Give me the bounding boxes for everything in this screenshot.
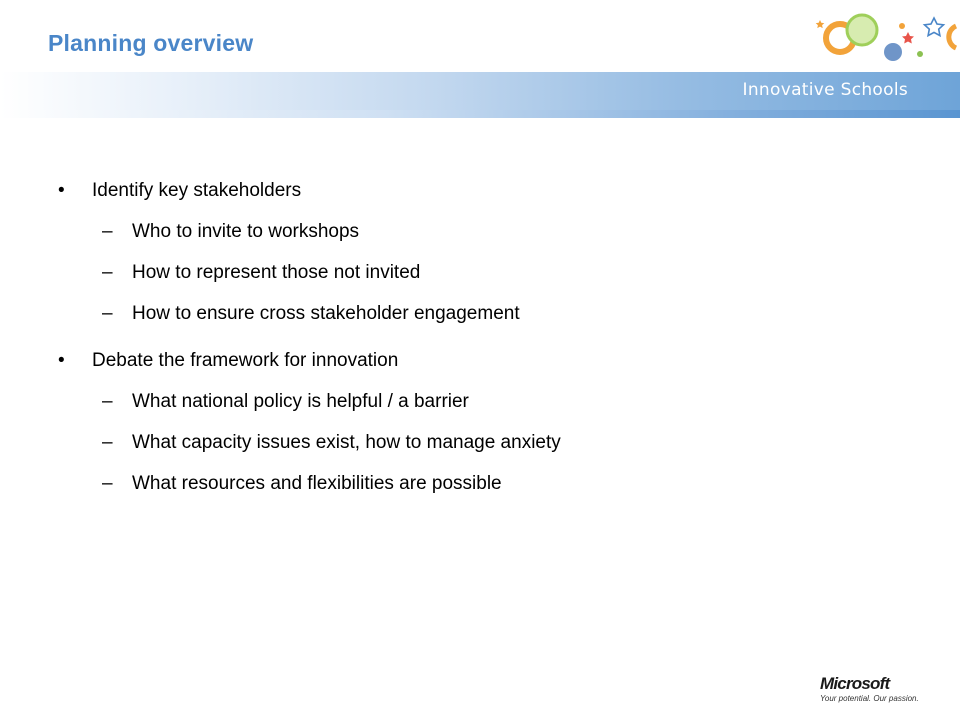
- header-banner-underline: [0, 110, 960, 118]
- sub-bullet-mark: –: [102, 262, 113, 283]
- green-circle: [847, 15, 877, 45]
- bullet-mark: •: [58, 350, 65, 371]
- bullet-item: [58, 348, 918, 373]
- bullet-content: [58, 178, 918, 518]
- slide-title: Planning overview: [48, 30, 254, 56]
- bullet-mark: •: [58, 180, 65, 201]
- bullet-item: [58, 178, 918, 203]
- star-icon: [902, 32, 914, 44]
- sub-bullet-mark: –: [102, 432, 113, 453]
- blue-ball: [884, 43, 902, 61]
- sub-bullet-text: What resources and flexibilities are possible: [132, 473, 502, 494]
- microsoft-logo: [820, 674, 920, 710]
- microsoft-slogan: Your potential. Our passion.: [820, 694, 919, 703]
- sub-bullet-mark: –: [102, 303, 113, 324]
- sub-bullet-text: What capacity issues exist, how to manage anxiety: [132, 432, 561, 453]
- small-star-icon: [816, 20, 825, 28]
- sub-bullet-item: [58, 471, 918, 496]
- sub-bullet-text: How to represent those not invited: [132, 262, 421, 283]
- sub-bullet-mark: –: [102, 473, 113, 494]
- bullet-text: Identify key stakeholders: [92, 180, 302, 201]
- small-orange-dot: [899, 23, 905, 29]
- microsoft-wordmark: Microsoft: [820, 674, 890, 693]
- sub-bullet-mark: –: [102, 391, 113, 412]
- partial-circle: [949, 26, 956, 48]
- bullet-text: Debate the framework for innovation: [92, 350, 399, 371]
- sub-bullet-item: [58, 389, 918, 414]
- sub-bullet-item: [58, 430, 918, 455]
- bullet-group-2: [58, 348, 918, 496]
- sub-bullet-text: How to ensure cross stakeholder engagement: [132, 303, 520, 324]
- brand-tagline: Innovative Schools: [742, 80, 908, 100]
- sub-bullet-text: What national policy is helpful / a barrier: [132, 391, 469, 412]
- sub-bullet-item: [58, 219, 918, 244]
- decorative-circles-logo: [810, 8, 960, 74]
- sub-bullet-text: Who to invite to workshops: [132, 221, 360, 242]
- small-green-dot: [917, 51, 923, 57]
- bullet-group-1: [58, 178, 918, 326]
- sub-bullet-item: [58, 260, 918, 285]
- sub-bullet-mark: –: [102, 221, 113, 242]
- outline-star-icon: [925, 18, 944, 36]
- sub-bullet-item: [58, 301, 918, 326]
